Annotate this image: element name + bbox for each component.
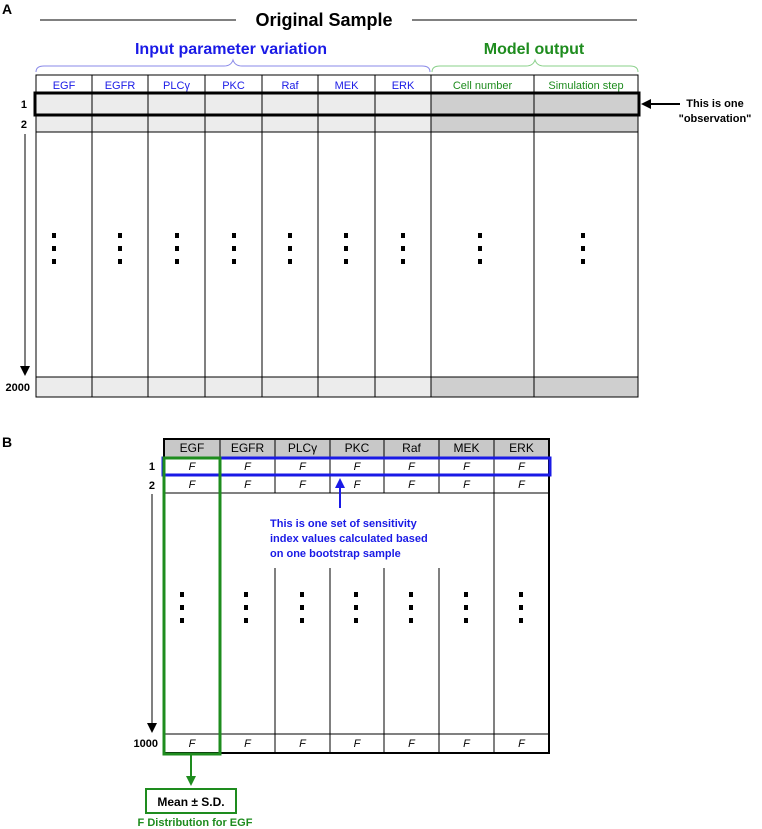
a-header-plcg: PLCγ (163, 80, 190, 92)
b-row-2-cells (189, 479, 527, 491)
a-row-label-2000: 2000 (5, 382, 30, 394)
b-cell: F (188, 461, 196, 473)
b-cell: F (188, 738, 196, 750)
row-last-input (36, 377, 431, 397)
a-row-label-1: 1 (20, 99, 27, 111)
b-header-erk: ERK (509, 441, 534, 455)
a-header-erk: ERK (391, 80, 415, 92)
table-b (163, 439, 550, 754)
output-group-brace (432, 60, 638, 72)
observation-note-line1: This is one (686, 98, 744, 110)
b-cell: F (463, 738, 470, 750)
bootstrap-note-line3: on one bootstrap sample (270, 548, 401, 560)
a-header-egfr: EGFR (104, 80, 136, 92)
distribution-caption: F Distribution for EGF (137, 817, 253, 829)
mean-sd-label: Mean ± S.D. (157, 795, 225, 809)
observation-note-line2: "observation" (678, 113, 752, 125)
b-cell: F (463, 461, 470, 473)
b-cell: F (408, 479, 415, 491)
a-header-pkc: PKC (222, 80, 245, 92)
a-header-raf: Raf (281, 80, 299, 92)
a-header-mek: MEK (334, 80, 359, 92)
b-cell: F (353, 479, 361, 491)
b-cell: F (353, 738, 361, 750)
b-cell: F (353, 461, 361, 473)
table-a (35, 75, 639, 397)
b-header-mek: MEK (453, 441, 480, 455)
b-header-egfr: EGFR (230, 441, 265, 455)
input-group-label: Input parameter variation (134, 41, 328, 58)
b-cell: F (188, 479, 196, 491)
a-header-egf: EGF (52, 80, 76, 92)
panel-a-label: A (2, 1, 13, 17)
b-cell: F (244, 479, 251, 491)
panel-a-title: Original Sample (255, 10, 393, 30)
b-header-pkc: PKC (344, 441, 370, 455)
b-cell: F (408, 738, 415, 750)
input-group-brace (36, 60, 430, 72)
b-row-label-1000: 1000 (133, 738, 158, 750)
b-cell: F (518, 461, 525, 473)
a-row-label-2: 2 (20, 119, 27, 131)
b-cell: F (299, 479, 306, 491)
panel-a (2, 1, 751, 397)
b-row-label-1: 1 (148, 461, 155, 473)
b-cell: F (244, 461, 251, 473)
output-group-label: Model output (483, 41, 585, 58)
b-cell: F (408, 461, 415, 473)
b-header-plcg: PLCγ (287, 441, 318, 455)
a-header-cell-number: Cell number (452, 80, 513, 92)
b-cell: F (244, 738, 251, 750)
a-header-simulation-step: Simulation step (548, 80, 624, 92)
b-cell: F (299, 738, 306, 750)
row-2-input (36, 116, 431, 132)
b-cell: F (299, 461, 306, 473)
b-cell: F (518, 479, 525, 491)
panel-b (2, 434, 550, 829)
egf-column-highlight (164, 458, 220, 754)
panel-b-label: B (2, 434, 13, 450)
bootstrap-note-line1: This is one set of sensitivity (270, 518, 417, 530)
bootstrap-note-line2: index values calculated based (270, 533, 428, 545)
row-1-input (36, 94, 431, 114)
b-cell: F (518, 738, 525, 750)
b-header-egf: EGF (179, 441, 205, 455)
b-cell: F (463, 479, 470, 491)
b-header-raf: Raf (402, 441, 421, 455)
b-row-last-cells (189, 738, 527, 750)
b-row-label-2: 2 (148, 480, 155, 492)
b-ellipsis-dots (180, 592, 523, 623)
b-row-1-cells (189, 461, 527, 473)
